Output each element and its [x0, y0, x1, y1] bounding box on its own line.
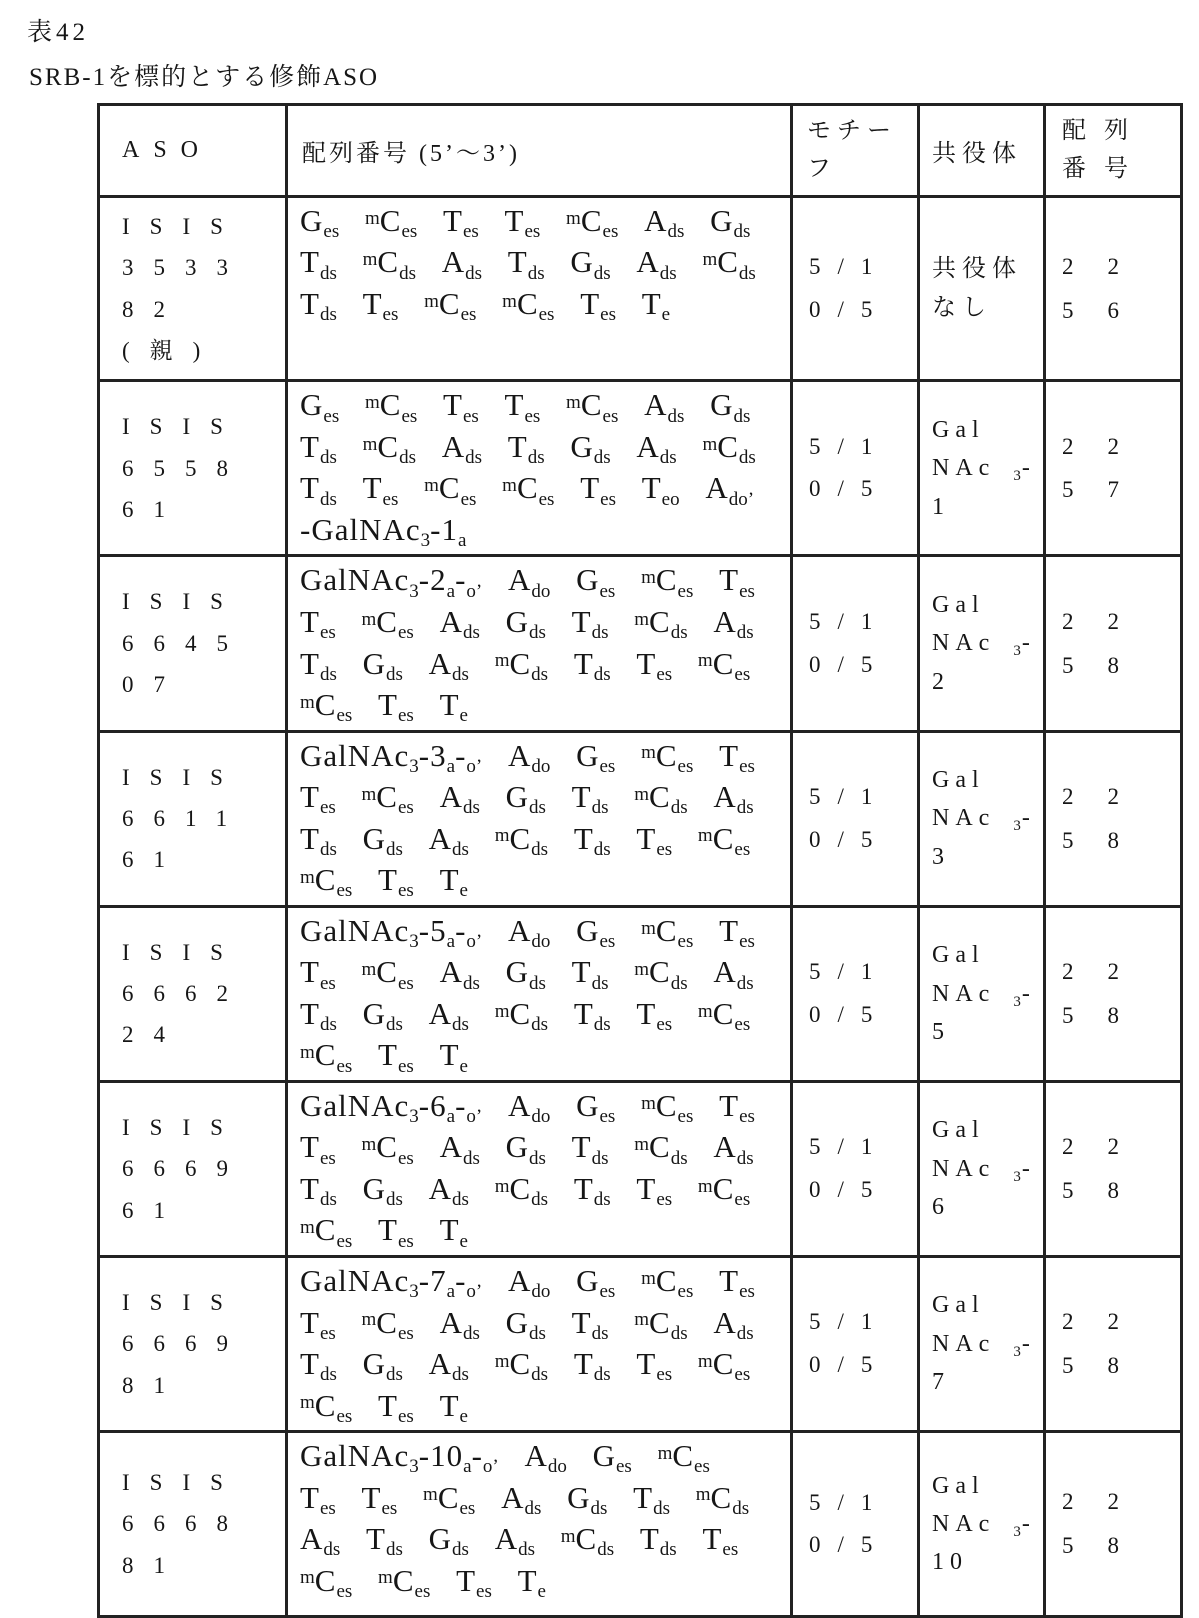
sequence-token: Gal — [932, 591, 985, 618]
sequence-token: $A_{ds}$ — [428, 995, 469, 1036]
seq-id-number: 2258 — [1045, 1432, 1182, 1617]
header-row — [99, 105, 1182, 197]
sequence-token: $T_{es}$ — [636, 645, 673, 685]
sequence-token: $A_{ds}$ — [439, 604, 480, 644]
sequence-token: $A_{ds}$ — [439, 779, 480, 819]
aso-id: ISIS 664507 — [99, 556, 287, 731]
sequence-token: $^mC_{ds}$ — [634, 954, 688, 994]
sequence-token: $T_{es}$ — [378, 1212, 414, 1252]
sequence-token: $A_{ds}$ — [636, 428, 677, 469]
sequence-token: $^mC_{es}$ — [378, 1562, 431, 1602]
sequence-token: $^mC_{es}$ — [364, 202, 418, 243]
sequence-token: $A_{ds}$ — [428, 1346, 469, 1386]
sequence-token: $^mC_{ds}$ — [634, 604, 688, 644]
sequence-token: $T_{ds}$ — [633, 1479, 671, 1519]
sequence-token: $T_{es}$ — [378, 687, 414, 727]
sequence-token: Gal — [932, 1472, 985, 1499]
sequence-token: $^mC_{es}$ — [697, 995, 751, 1036]
sequence-token: $T_{es}$ — [719, 912, 755, 952]
sequence-token: $T_{es}$ — [300, 779, 336, 819]
sequence-token: NAc — [932, 1155, 996, 1182]
sequence-token: $^mC_{es}$ — [502, 285, 555, 326]
seq-id-number: 2258 — [1045, 556, 1182, 731]
aso-sequence — [287, 906, 792, 1081]
sequence-token: $^mC_{ds}$ — [634, 1304, 688, 1344]
sequence-token: なし — [932, 294, 992, 321]
sequence-token: $A_{ds}$ — [713, 779, 754, 819]
sequence-token: $A_{ds}$ — [636, 244, 677, 284]
seq-id-number: 2258 — [1045, 1081, 1182, 1256]
motif-value: 5/10/5 — [792, 1081, 919, 1256]
sequence-token: $A_{ds}$ — [644, 387, 685, 427]
aso-id: ISIS 666981 — [99, 1256, 287, 1431]
header-aso: ASO — [99, 105, 287, 197]
aso-id: ISIS 655861 — [99, 381, 287, 556]
sequence-token: $G_{ds}$ — [567, 1479, 608, 1519]
sequence-token: $^mC_{ds}$ — [695, 1479, 750, 1519]
sequence-token: $^mC_{ds}$ — [634, 1129, 688, 1169]
conjugate — [919, 1256, 1045, 1431]
sequence-token: $^mC_{ds}$ — [702, 428, 756, 469]
sequence-token: NAc — [932, 1330, 996, 1357]
sequence-token: $^mC_{es}$ — [641, 562, 694, 602]
sequence-token: $G_{es}$ — [576, 1262, 616, 1303]
sequence-token: Gal — [932, 416, 985, 443]
sequence-token: $T_{ds}$ — [300, 820, 337, 860]
aso-sequence — [287, 196, 792, 381]
sequence-token: $T_{es}$ — [504, 387, 541, 427]
aso-sequence — [287, 556, 792, 731]
sequence-token: $^mC_{es}$ — [361, 1129, 414, 1169]
table-row — [99, 381, 1182, 556]
sequence-token: $A_{ds}$ — [713, 954, 754, 994]
sequence-token: $T_{ds}$ — [507, 428, 545, 469]
sequence-token: $A_{ds}$ — [428, 820, 469, 860]
sequence-token: $T_{ds}$ — [573, 645, 611, 685]
sequence-token: $G_{es}$ — [300, 387, 340, 427]
motif-value: 5/10/5 — [792, 381, 919, 556]
sequence-token: $T_{es}$ — [300, 954, 336, 994]
table-row — [99, 1256, 1182, 1431]
table-row — [99, 196, 1182, 381]
sequence-token: $GalNAc_3-5_a-_{o’}$ — [300, 912, 483, 952]
sequence-token: 共役体 — [932, 256, 1022, 283]
sequence-token: $T_{ds}$ — [366, 1521, 403, 1561]
aso-sequence — [287, 1432, 792, 1617]
conjugate — [919, 381, 1045, 556]
sequence-token: $G_{es}$ — [576, 562, 616, 602]
sequence-token: $T_{ds}$ — [300, 1170, 337, 1211]
sequence-token: $^mC_{ds}$ — [494, 1346, 549, 1386]
sequence-token: $^mC_{es}$ — [657, 1438, 710, 1478]
aso-sequence — [287, 1081, 792, 1256]
aso-id: ISIS 666881 — [99, 1432, 287, 1617]
sequence-token: $^mC_{es}$ — [364, 387, 418, 427]
aso-sequence — [287, 731, 792, 906]
sequence-token: $T_{es}$ — [580, 470, 616, 510]
sequence-token: $A_{ds}$ — [441, 428, 483, 469]
sequence-token: NAc — [932, 1510, 996, 1537]
sequence-token: $T_{ds}$ — [300, 428, 337, 469]
sequence-token: $T_{es}$ — [443, 202, 479, 243]
sequence-token: $T_{ds}$ — [573, 1170, 611, 1211]
sequence-token: Gal — [932, 1117, 985, 1144]
sequence-token: $G_{ds}$ — [362, 1346, 403, 1386]
sequence-token: $T_{ds}$ — [300, 645, 337, 685]
sequence-token: $^mC_{es}$ — [566, 202, 619, 243]
sequence-token: $T_e$ — [439, 862, 468, 902]
header-seq-id: 配列番号 — [1045, 105, 1182, 197]
sequence-token: $A_{ds}$ — [441, 244, 483, 284]
motif-value: 5/10/5 — [792, 556, 919, 731]
sequence-token: $G_{es}$ — [576, 1087, 616, 1128]
sequence-token: $^mC_{es}$ — [300, 687, 353, 727]
sequence-token: $G_{ds}$ — [362, 1170, 403, 1211]
sequence-token: $^mC_{ds}$ — [494, 995, 549, 1036]
sequence-token: $G_{ds}$ — [570, 244, 611, 284]
aso-id: ISIS 661161 — [99, 731, 287, 906]
aso-sequence — [287, 1256, 792, 1431]
sequence-token: Gal — [932, 942, 985, 969]
aso-id: ISIS 666224 — [99, 906, 287, 1081]
sequence-token: $T_{ds}$ — [507, 244, 545, 284]
seq-id-number: 2258 — [1045, 906, 1182, 1081]
sequence-token: $GalNAc_3-7_a-_{o’}$ — [300, 1262, 483, 1303]
sequence-token: $^mC_{es}$ — [697, 645, 751, 685]
sequence-token: $^mC_{es}$ — [641, 1262, 694, 1303]
conjugate — [919, 196, 1045, 381]
sequence-token: $T_{ds}$ — [571, 779, 609, 819]
sequence-token: $^mC_{es}$ — [300, 1387, 353, 1427]
sequence-token: $T_{es}$ — [443, 387, 479, 427]
sequence-token: $^mC_{es}$ — [423, 1479, 476, 1519]
conjugate — [919, 1432, 1045, 1617]
header-motif: モチーフ — [792, 105, 919, 197]
sequence-token: $GalNAc_3-6_a-_{o’}$ — [300, 1087, 483, 1128]
sequence-token: $GalNAc_3-3_a-_{o’}$ — [300, 737, 483, 777]
sequence-token: $T_{ds}$ — [571, 954, 609, 994]
conjugate — [919, 556, 1045, 731]
sequence-token: $T_{ds}$ — [300, 470, 337, 510]
table-row — [99, 1432, 1182, 1617]
sequence-token: $^mC_{es}$ — [424, 285, 477, 326]
sequence-token: $^mC_{es}$ — [300, 1562, 353, 1602]
sequence-token: $T_{es}$ — [702, 1521, 739, 1561]
sequence-token: $T_e$ — [439, 1212, 468, 1252]
sequence-token: $A_{do}$ — [507, 912, 551, 952]
sequence-token: $_3$-3 — [932, 805, 1036, 870]
sequence-token: $A_{ds}$ — [428, 645, 469, 685]
sequence-token: $G_{ds}$ — [710, 202, 751, 243]
sequence-token: Gal — [932, 1292, 985, 1319]
seq-id-number: 2257 — [1045, 381, 1182, 556]
sequence-token: $T_e$ — [517, 1562, 546, 1602]
sequence-token: $^mC_{es}$ — [641, 737, 694, 777]
sequence-token: $^mC_{es}$ — [300, 1037, 353, 1077]
sequence-token: $^mC_{ds}$ — [362, 428, 416, 469]
sequence-token: $G_{ds}$ — [505, 1304, 546, 1344]
sequence-token: $A_{ds}$ — [439, 1304, 480, 1344]
sequence-token: $T_{es}$ — [361, 1479, 398, 1519]
sequence-token: $^mC_{ds}$ — [634, 779, 688, 819]
aso-sequence — [287, 381, 792, 556]
sequence-token: $T_{es}$ — [636, 1170, 673, 1211]
sequence-token: $T_{es}$ — [456, 1562, 492, 1602]
sequence-token: $G_{es}$ — [300, 202, 340, 243]
sequence-token: $_3$-7 — [932, 1330, 1036, 1396]
sequence-token: $G_{ds}$ — [428, 1521, 469, 1561]
sequence-token: $G_{ds}$ — [505, 779, 546, 819]
sequence-token: $A_{ds}$ — [713, 604, 754, 644]
sequence-token: $T_{es}$ — [300, 1479, 336, 1519]
sequence-token: $T_{ds}$ — [571, 1304, 609, 1344]
aso-id: ISIS 666961 — [99, 1081, 287, 1256]
sequence-token: $G_{ds}$ — [505, 954, 546, 994]
sequence-token: $^mC_{es}$ — [697, 820, 751, 860]
sequence-token: $^mC_{ds}$ — [702, 244, 756, 284]
sequence-token: $^mC_{es}$ — [697, 1346, 751, 1386]
sequence-token: $T_{es}$ — [300, 1129, 336, 1169]
sequence-token: $A_{do’}$ — [705, 470, 755, 510]
motif-value: 5/10/5 — [792, 906, 919, 1081]
sequence-token: $T_{es}$ — [636, 1346, 673, 1386]
motif-value: 5/10/5 — [792, 731, 919, 906]
sequence-token: $T_{es}$ — [300, 1304, 336, 1344]
sequence-token: $T_{ds}$ — [573, 1346, 611, 1386]
sequence-token: $G_{es}$ — [576, 737, 616, 777]
sequence-token: $T_{es}$ — [719, 1262, 755, 1303]
sequence-token: $G_{ds}$ — [505, 1129, 546, 1169]
sequence-token: $T_{es}$ — [580, 285, 616, 326]
motif-value: 5/10/5 — [792, 1256, 919, 1431]
sequence-token: $_3$-10 — [932, 1510, 1036, 1576]
sequence-token: $G_{ds}$ — [570, 428, 611, 469]
sequence-token: $A_{ds}$ — [713, 1129, 754, 1169]
motif-value: 5/10/5 — [792, 196, 919, 381]
sequence-token: $^mC_{ds}$ — [494, 645, 549, 685]
sequence-token: $T_e$ — [439, 687, 468, 727]
sequence-token: $A_{do}$ — [507, 1262, 551, 1303]
sequence-token: $T_{es}$ — [636, 820, 673, 860]
sequence-token: $^mC_{es}$ — [641, 912, 694, 952]
sequence-token: $T_{ds}$ — [573, 995, 611, 1036]
sequence-token: $G_{es}$ — [592, 1438, 632, 1478]
sequence-token: NAc — [932, 455, 996, 482]
sequence-token: $T_{es}$ — [719, 737, 755, 777]
sequence-token: $^mC_{es}$ — [641, 1087, 694, 1128]
sequence-token: $_3$-1 — [932, 455, 1036, 520]
sequence-token: $T_{es}$ — [719, 1087, 755, 1128]
seq-id-number: 2256 — [1045, 196, 1182, 381]
sequence-token: $T_{es}$ — [504, 202, 541, 243]
sequence-token: $T_{es}$ — [378, 1387, 414, 1427]
sequence-token: $G_{ds}$ — [362, 645, 403, 685]
sequence-token: $_3$-5 — [932, 980, 1036, 1045]
sequence-token: $T_{es}$ — [719, 562, 755, 602]
sequence-token: $A_{ds}$ — [300, 1521, 341, 1561]
sequence-token: $^mC_{es}$ — [697, 1170, 751, 1211]
sequence-token: NAc — [932, 805, 996, 832]
sequence-token: $^mC_{ds}$ — [362, 244, 416, 284]
sequence-token: $GalNAc_3-2_a-_{o’}$ — [300, 562, 483, 602]
seq-id-number: 2258 — [1045, 1256, 1182, 1431]
sequence-token: $^mC_{es}$ — [361, 954, 414, 994]
sequence-token: $G_{ds}$ — [710, 387, 751, 427]
aso-id: ISIS 353382 (親) — [99, 196, 287, 381]
sequence-token: $T_{ds}$ — [571, 604, 609, 644]
sequence-token: $_3$-2 — [932, 630, 1036, 695]
sequence-token: $^mC_{es}$ — [502, 470, 555, 510]
sequence-token: $A_{ds}$ — [439, 1129, 480, 1169]
sequence-token: $^mC_{es}$ — [300, 1212, 353, 1252]
conjugate — [919, 1081, 1045, 1256]
sequence-token: $T_{es}$ — [362, 285, 399, 326]
sequence-token: $A_{ds}$ — [428, 1170, 469, 1211]
sequence-token: $T_{ds}$ — [639, 1521, 677, 1561]
sequence-token: $A_{do}$ — [524, 1438, 567, 1478]
sequence-token: $^mC_{es}$ — [566, 387, 619, 427]
sequence-token: $T_{ds}$ — [300, 285, 337, 326]
sequence-token: $T_{ds}$ — [300, 1346, 337, 1386]
sequence-token: $T_e$ — [439, 1387, 468, 1427]
sequence-token: $^mC_{es}$ — [361, 779, 414, 819]
sequence-token: $A_{ds}$ — [501, 1479, 542, 1519]
sequence-token: $G_{ds}$ — [362, 995, 403, 1036]
sequence-token: $A_{ds}$ — [644, 202, 685, 243]
sequence-token: $^mC_{es}$ — [361, 1304, 414, 1344]
motif-value: 5/10/5 — [792, 1432, 919, 1617]
sequence-token: $T_{es}$ — [362, 470, 399, 510]
sequence-token: $^mC_{ds}$ — [494, 820, 549, 860]
table-row — [99, 1081, 1182, 1256]
sequence-token: $T_{ds}$ — [573, 820, 611, 860]
conjugate — [919, 906, 1045, 1081]
table-label: 表42 — [27, 19, 90, 46]
sequence-token: $T_{eo}$ — [641, 470, 680, 510]
header-sequence: 配列番号 (5’～3’) — [287, 105, 792, 197]
sequence-token: $T_{ds}$ — [300, 995, 337, 1036]
table-row — [99, 556, 1182, 731]
sequence-token: $G_{es}$ — [576, 912, 616, 952]
header-conjugate: 共役体 — [919, 105, 1045, 197]
sequence-token: $T_{es}$ — [378, 1037, 414, 1077]
table-row — [99, 906, 1182, 1081]
sequence-token: NAc — [932, 630, 996, 657]
sequence-token: $A_{ds}$ — [494, 1521, 535, 1561]
sequence-token: $-GalNAc_3-1_a$ — [300, 511, 467, 552]
sequence-token: $A_{do}$ — [507, 562, 551, 602]
sequence-token: $T_e$ — [439, 1037, 468, 1077]
sequence-token: $^mC_{es}$ — [424, 470, 477, 510]
sequence-token: $^mC_{ds}$ — [560, 1521, 615, 1561]
sequence-token: $A_{do}$ — [507, 1087, 551, 1128]
sequence-token: $G_{ds}$ — [362, 820, 403, 860]
sequence-token: $^mC_{es}$ — [300, 862, 353, 902]
sequence-token: $A_{ds}$ — [439, 954, 480, 994]
sequence-token: $G_{ds}$ — [505, 604, 546, 644]
aso-table — [97, 103, 1183, 1618]
sequence-token: $A_{do}$ — [507, 737, 551, 777]
sequence-token: $T_{es}$ — [378, 862, 414, 902]
sequence-token: $A_{ds}$ — [713, 1304, 754, 1344]
table-row — [99, 731, 1182, 906]
sequence-token: NAc — [932, 980, 996, 1007]
sequence-token: $T_{es}$ — [300, 604, 336, 644]
sequence-token: $T_{ds}$ — [571, 1129, 609, 1169]
sequence-token: $^mC_{es}$ — [361, 604, 414, 644]
sequence-token: Gal — [932, 767, 985, 794]
sequence-token: $T_{ds}$ — [300, 244, 337, 284]
sequence-token: $T_e$ — [641, 285, 671, 326]
conjugate — [919, 731, 1045, 906]
sequence-token: $^mC_{ds}$ — [494, 1170, 549, 1211]
sequence-token: $T_{es}$ — [636, 995, 673, 1036]
sequence-token: $GalNAc_3-10_a-_{o’}$ — [300, 1438, 499, 1478]
table-subtitle: SRB-1を標的とする修飾ASO — [29, 64, 380, 91]
seq-id-number: 2258 — [1045, 731, 1182, 906]
sequence-token: $_3$-6 — [932, 1155, 1036, 1221]
